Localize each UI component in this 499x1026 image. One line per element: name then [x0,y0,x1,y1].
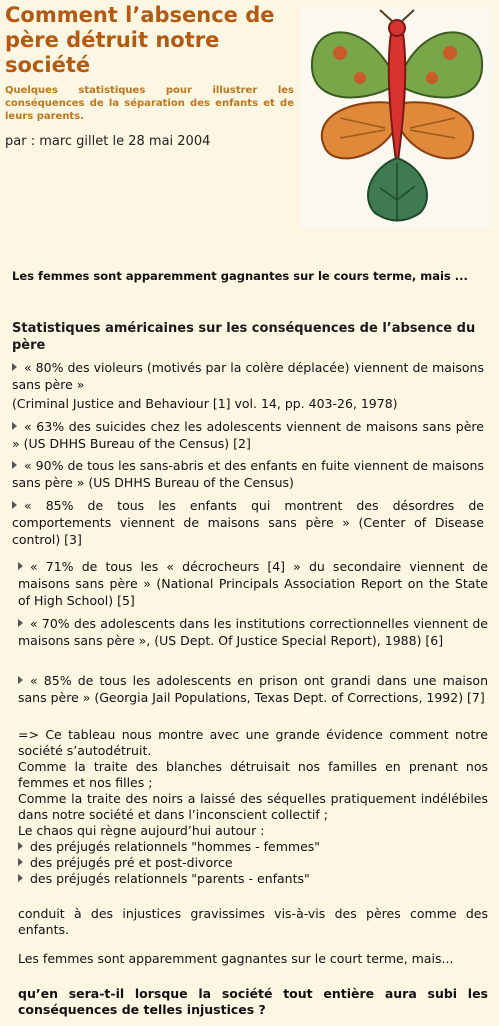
triangle-right-icon [18,874,23,882]
triangle-right-icon [18,858,23,866]
body-paragraph: Les femmes sont apparemment gagnantes sur le court terme, mais... [18,951,454,966]
stat-citation: (Criminal Justice and Behaviour [1] vol. 14, pp. 403-26, 1978) [12,396,398,411]
bullet-list [18,839,488,887]
article-byline: par : marc gillet le 28 mai 2004 [5,134,211,149]
triangle-right-icon [12,501,17,509]
list-item: des préjugés pré et post-divorce [18,855,488,871]
triangle-right-icon [12,363,17,371]
triangle-right-icon [12,422,17,430]
stat-item: « 85% de tous les enfants qui montrent des désordres de comportements viennent de maisons sans père » (Center of Disease control) [3] [12,498,484,547]
stat-item: « 85% de tous les adolescents en prison ont grandi dans une maison sans père » (Georgia Jail Populations, Texas Dept. of Corrections, 1992) [7] [18,673,488,705]
body-paragraph: => Ce tableau nous montre avec une grande évidence comment notre société s’autodétruit. [18,727,488,758]
conclusion-text [18,727,488,887]
article-subtitle: Quelques statistiques pour illustrer les conséquences de la séparation des enfants et de leurs parents. [5,85,294,122]
butterfly-drawing [300,8,494,228]
butterfly-illustration [300,8,494,228]
triangle-right-icon [18,676,23,684]
triangle-right-icon [18,562,23,570]
triangle-right-icon [18,619,23,627]
closing-question: qu’en sera-t-il lorsque la société tout entière aura subi les conséquences de telles injustices ? [18,986,488,1017]
lead-text: Les femmes sont apparemment gagnantes sur le cours terme, mais ... [12,269,468,283]
triangle-right-icon [12,461,17,469]
page-title: Comment l’absence de père détruit notre société [5,3,275,77]
stat-item: « 71% de tous les « décrocheurs [4] » du secondaire viennent de maisons sans père » (National Principals Association Report on the State of High School) [5] [18,559,488,608]
stat-item: « 70% des adolescents dans les institutions correctionnelles viennent de maisons sans père », (US Dept. Of Justice Special Report), 1988) [6] [18,616,488,648]
list-item: des préjugés relationnels "parents - enfants" [18,871,488,887]
stat-item: « 80% des violeurs (motivés par la colère déplacée) viennent de maisons sans père » [12,360,484,392]
body-paragraph: Le chaos qui règne aujourd’hui autour : [18,823,265,838]
list-item: des préjugés relationnels "hommes - femmes" [18,839,488,855]
stat-item: « 90% de tous les sans-abris et des enfants en fuite viennent de maisons sans père » (US DHHS Bureau of the Census) [12,458,484,490]
triangle-right-icon [18,842,23,850]
article-header [0,0,499,232]
body-paragraph: conduit à des injustices gravissimes vis-à-vis des pères comme des enfants. [18,906,488,937]
stat-item: « 63% des suicides chez les adolescents viennent de maisons sans père » (US DHHS Bureau of the Census) [2] [12,419,484,451]
body-paragraph: Comme la traite des blanches détruisait nos familles en prenant nos femmes et nos filles ; [18,759,488,790]
body-paragraph: Comme la traite des noirs a laissé des séquelles pratiquement indélébiles dans notre société et dans l’inconscient collectif ; [18,791,488,822]
section-title: Statistiques américaines sur les conséquences de l’absence du père [12,321,476,353]
